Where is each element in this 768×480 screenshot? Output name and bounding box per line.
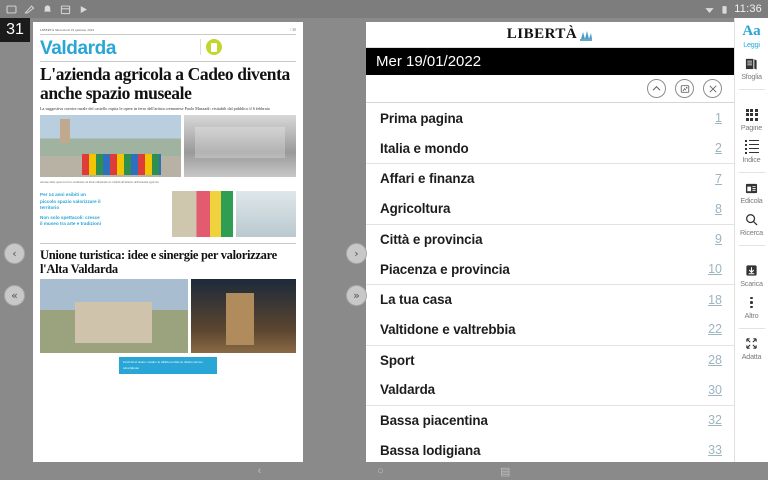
newspaper-columns-2 — [40, 357, 296, 373]
sidebar-item-pagine[interactable] — [735, 104, 768, 136]
edition-date-bar: Mer 19/01/2022 — [366, 48, 734, 75]
index-page-number[interactable]: 2 — [715, 141, 722, 156]
screenshot-icon — [6, 4, 17, 15]
back-button[interactable]: ‹ — [257, 465, 262, 477]
home-button[interactable]: ○ — [377, 465, 384, 477]
promo-badge-icon — [206, 39, 222, 55]
fit-screen-icon — [745, 336, 758, 351]
sidebar-label-sfoglia: Sfoglia — [741, 72, 762, 81]
article-photo-ironwork — [236, 191, 297, 237]
previous-page-button[interactable]: ‹ — [4, 243, 25, 264]
index-page-number[interactable]: 32 — [708, 413, 722, 428]
index-row[interactable] — [366, 103, 734, 133]
column-photos — [172, 188, 296, 240]
calendar-icon — [60, 4, 71, 15]
more-dots-icon — [750, 295, 753, 310]
column-sidebar — [40, 188, 102, 240]
index-list[interactable] — [366, 103, 734, 462]
newspaper-sidebar-lead-2: Non solo spettacoli: cresce il museo tra arte e tradizioni — [40, 214, 102, 227]
index-page-number[interactable]: 9 — [715, 232, 722, 247]
index-page-number[interactable]: 10 — [708, 262, 722, 277]
divider-2 — [40, 243, 296, 244]
sidebar-divider-2 — [739, 172, 765, 173]
index-page-number[interactable]: 28 — [708, 353, 722, 368]
sidebar-divider-3 — [739, 245, 765, 246]
newspaper-promo-box — [200, 39, 296, 55]
index-section-label: La tua casa — [380, 292, 452, 308]
sidebar-label-pagine: Pagine — [740, 123, 763, 132]
status-bar-right-icons — [704, 3, 762, 15]
sidebar-label-scarica: Scarica — [740, 279, 763, 288]
status-bar-clock: 11:36 — [734, 3, 762, 15]
android-nav-bar — [0, 462, 768, 480]
sidebar-label-ricerca: Ricerca — [740, 228, 763, 237]
newspaper-teaser-box[interactable] — [119, 357, 217, 373]
grid-icon — [746, 107, 758, 122]
sidebar-label-altro: Altro — [744, 311, 759, 320]
index-row[interactable] — [366, 314, 734, 344]
newspaper-section-row — [40, 39, 296, 58]
book-pages-icon — [745, 56, 758, 71]
sidebar-item-leggi[interactable] — [735, 21, 768, 53]
newspaper-folio: / 30 — [289, 27, 296, 32]
newspaper-kicker: LIBERTÀ Mercoledì 19 gennaio 2022 — [40, 28, 95, 32]
collapse-button[interactable] — [647, 79, 666, 98]
masthead — [366, 22, 734, 48]
index-row[interactable] — [366, 284, 734, 314]
wifi-icon — [704, 4, 715, 15]
thumbnail-view-button[interactable] — [675, 79, 694, 98]
sidebar-label-indice: Indice — [742, 155, 761, 164]
last-page-button[interactable]: » — [346, 285, 367, 306]
play-icon — [78, 4, 89, 15]
index-page-number[interactable]: 30 — [708, 382, 722, 397]
index-page-number[interactable]: 8 — [715, 201, 722, 216]
newspaper-sidebar-lead-1: Per 14 anni esibiti un piccolo spazio valorizzare il territorio — [40, 192, 101, 210]
article-photo-colors — [172, 191, 233, 237]
index-row[interactable] — [366, 224, 734, 254]
column-body-5 — [40, 357, 115, 373]
index-row[interactable] — [366, 375, 734, 405]
index-page-number[interactable]: 1 — [715, 111, 722, 126]
index-section-label: Prima pagina — [380, 110, 463, 126]
index-row[interactable] — [366, 133, 734, 163]
teaser-text: Iscriviti al nostro canale: le ultime notizie in diretta sul tuo smartphone — [119, 357, 217, 373]
newspaper-headline-primary[interactable]: L'azienda agricola a Cadeo diventa anche spazio museale — [40, 64, 290, 103]
index-section-label: Bassa piacentina — [380, 412, 488, 428]
edit-icon — [24, 4, 35, 15]
promo-text-lines — [225, 39, 296, 55]
sidebar-label-edicola: Edicola — [740, 196, 763, 205]
index-page-number[interactable]: 22 — [708, 322, 722, 337]
newspaper-headline-secondary[interactable]: Unione turistica: idee e sinergie per valorizzare l'Alta Valdarda — [40, 248, 277, 276]
newspaper-photo-row — [40, 115, 296, 177]
index-section-label: Città e provincia — [380, 231, 483, 247]
status-bar-left-icons — [6, 4, 89, 15]
sidebar-label-adatta: Adatta — [741, 352, 762, 361]
index-section-label: Italia e mondo — [380, 140, 469, 156]
sidebar-item-indice[interactable] — [735, 136, 768, 168]
index-section-label: Affari e finanza — [380, 171, 475, 187]
sidebar-item-adatta[interactable] — [735, 333, 768, 365]
status-bar — [0, 0, 768, 18]
download-icon — [745, 263, 758, 278]
index-section-label: Valdarda — [380, 382, 436, 398]
index-row[interactable] — [366, 194, 734, 224]
article-photo-tower — [191, 279, 296, 353]
battery-icon — [719, 4, 730, 15]
close-button[interactable] — [703, 79, 722, 98]
search-icon — [745, 212, 758, 227]
index-row[interactable] — [366, 435, 734, 462]
newspaper-page[interactable] — [33, 22, 303, 462]
index-section-label: Sport — [380, 352, 415, 368]
column-body-6 — [221, 357, 296, 373]
sidebar-label-leggi: Leggi — [743, 40, 760, 49]
index-page-number[interactable]: 33 — [708, 443, 722, 458]
index-row[interactable] — [366, 345, 734, 375]
app-sidebar — [734, 18, 768, 462]
list-icon — [745, 139, 759, 154]
text-size-icon: Aa — [742, 23, 761, 39]
sidebar-divider-1 — [739, 89, 765, 90]
divider — [40, 61, 296, 62]
index-section-label: Piacenza e provincia — [380, 261, 510, 277]
sidebar-item-scarica[interactable] — [735, 260, 768, 292]
index-row[interactable] — [366, 405, 734, 435]
article-photo-castle — [40, 279, 188, 353]
next-page-button[interactable]: › — [346, 243, 367, 264]
index-section-label: Agricoltura — [380, 201, 451, 217]
index-page-number[interactable]: 18 — [708, 292, 722, 307]
sidebar-item-sfoglia[interactable] — [735, 53, 768, 85]
sidebar-item-altro[interactable] — [735, 292, 768, 324]
masthead-emblem-icon — [579, 29, 593, 41]
index-panel — [366, 22, 734, 462]
index-page-number[interactable]: 7 — [715, 171, 722, 186]
newspaper-mid-photos — [172, 191, 296, 237]
newspaper-photo-row-2 — [40, 279, 296, 353]
recents-button[interactable]: ▤ — [499, 465, 511, 478]
masthead-title: LIBERTÀ — [506, 26, 578, 42]
day-badge: 31 — [0, 18, 30, 42]
index-section-label: Valtidone e valtrebbia — [380, 321, 516, 337]
column-body-1 — [106, 188, 168, 240]
article-photo-sculptures — [184, 115, 296, 177]
newsstand-icon — [745, 180, 758, 195]
first-page-button[interactable]: « — [4, 285, 25, 306]
sidebar-item-ricerca[interactable] — [735, 209, 768, 241]
sidebar-item-edicola[interactable] — [735, 177, 768, 209]
index-row[interactable] — [366, 163, 734, 193]
panel-toolbar — [366, 75, 734, 103]
newspaper-section-title: Valdarda — [40, 38, 117, 59]
newspaper-header — [40, 27, 296, 35]
newspaper-subdeck: La suggestiva cornice rurale del castello ospita le opere in ferro dell'artista cremonese Paolo Mazzadi: visitabili dal pubblico il 6 febbraio — [40, 106, 270, 112]
photo-caption: Alcune delle opere in ferro realizzate da Paolo Mazzadi ora visibili all'interno dell'azienda agricola — [40, 180, 159, 185]
sidebar-divider-4 — [739, 328, 765, 329]
notification-icon — [42, 4, 53, 15]
article-photo-courtyard — [40, 115, 181, 177]
index-section-label: Bassa lodigiana — [380, 442, 481, 458]
index-row[interactable] — [366, 254, 734, 284]
newspaper-columns — [40, 188, 296, 240]
